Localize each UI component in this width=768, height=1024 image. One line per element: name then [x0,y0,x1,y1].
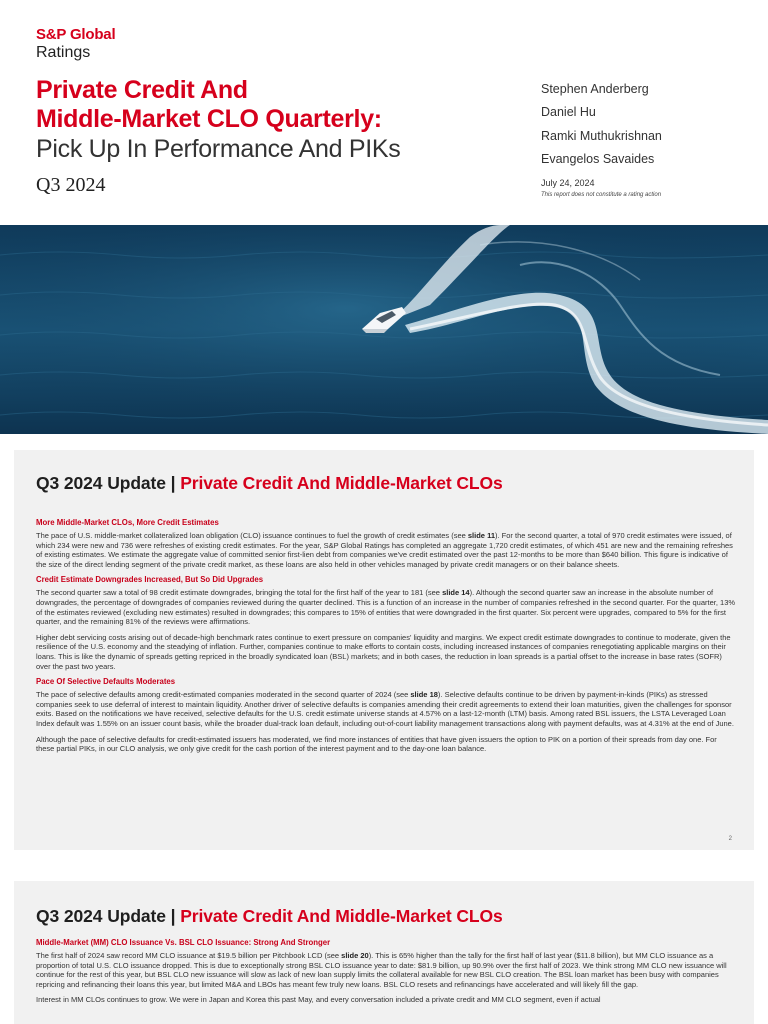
body-paragraph [36,531,736,569]
update-slide-1 [14,450,754,850]
author-name: Stephen Anderberg [541,82,649,96]
slide-title-prefix: Q3 2024 Update | [36,906,176,926]
slide-reference-link[interactable]: slide 14 [442,588,470,598]
author-name: Daniel Hu [541,105,596,120]
paragraph-text: Higher debt servicing costs arising out of decade-high benchmark rates continue to exert pressure on companies' liquidity and margins. We expect credit estimate downgrades to continue to moderate, given the resilience of the U.S. economy and the steadying of inflation. Further, companies continue to make efforts to contain costs, including increased instances of companies renegotiating applicable margins on their loans. This is like the dynamic of spreads getting repriced in the broadly syndicated loan (BSL) markets; and in both cases, the reduction in loan spreads is a partial offset to the increase in base rates (SOFR) over the past two years. [36,632,731,671]
page-number: 2 [728,836,732,842]
paragraph-text: ). Although the second quarter saw an increase in the absolute number of downgrades, the percentage of downgrades of companies reviewed during the quarter declined. This is a function of an increase in the number of companies refreshed in the second quarter. For the quarter, 13% of the estimates reviewed (excluding new estimates) resulted in downgrades; this compares to 15% of entities that were downgraded in the first quarter. Six percent were upgrades, compared to 5% for the first quarter, and the remaining 81% of the reviews were affirmations. [36,588,736,627]
paragraph-text: The first half of 2024 saw record MM CLO issuance at $19.5 billion per Pitchbook LCD (see [36,951,342,960]
cover-header [0,0,768,225]
slide-body [36,938,736,1011]
slide-title-highlight: Private Credit And Middle-Market CLOs [180,906,503,926]
rating-action-disclaimer: This report does not constitute a rating action [541,192,662,198]
paragraph-text: ). For the second quarter, a total of 970 credit estimates were issued, of which 234 were new and 736 were refreshes of existing credit estimates. For the year, S&P Global Ratings has completed an aggregate 1,720 credit estimates, of which 451 are new and the remaining refreshes of existing estimates. We estimate the aggregate value of committed senior first-lien debt from companies we've credit estimated over the past 12-months to be more than $640 billion. This figure is indicative of the size of the direct lending segment of the private credit market, as these loans are also held in other vehicles managed by private credit managers or on their balance sheets. [36,531,733,569]
slide-title [36,473,503,494]
author-list [541,78,662,171]
report-quarter: Q3 2024 [36,174,106,196]
section-heading: Credit Estimate Downgrades Increased, But So Did Upgrades [36,575,264,585]
body-paragraph [36,735,736,754]
report-subtitle: Pick Up In Performance And PIKs [36,135,401,163]
section-heading: Middle-Market (MM) CLO Issuance Vs. BSL CLO Issuance: Strong And Stronger [36,938,331,947]
section-heading: Pace Of Selective Defaults Moderates [36,677,176,687]
author-name: Evangelos Savaides [541,151,655,166]
report-title-line1: Private Credit And [36,76,248,104]
slide-title-highlight: Private Credit And Middle-Market CLOs [180,473,503,493]
slide-reference-link[interactable]: slide 18 [410,690,438,700]
slide-title [36,906,503,927]
body-paragraph [36,633,736,671]
body-paragraph [36,995,736,1005]
logo-ratings: Ratings [36,44,91,61]
report-title-line2: Middle-Market CLO Quarterly: [36,105,382,133]
section-heading: More Middle-Market CLOs, More Credit Estimates [36,518,219,527]
slide-title-prefix: Q3 2024 Update | [36,473,176,493]
body-paragraph [36,690,736,728]
body-paragraph [36,588,736,626]
paragraph-text: The second quarter saw a total of 98 credit estimate downgrades, bringing the total for the first half of the year to 181 (see [36,588,443,598]
report-title-block [36,76,506,197]
paragraph-text: The pace of selective defaults among credit-estimated companies moderated in the second quarter of 2024 (see [36,690,411,700]
publication-date: July 24, 2024 [541,178,595,188]
speedboat-ocean-image [0,225,768,434]
paragraph-text: ). Selective defaults continue to be driven by payment-in-kinds (PIKs) as stressed companies seek to use deferral of interest to maintain liquidity. Another driver of selective defaults is companies amending their credit agreements to extend their loan maturities, given the challenges for sponsor exits. Based on the notifications we have received, selective defaults for the U.S. credit estimate universe stands at 4.57% on a last-12-month (LTM) basis. Among rated BSL issuers, the LSTA Leveraged Loan Index default was 1.55% on an issuer count basis, while the broader dual-track loan default, including out-of-court liability management transactions along with payment defaults, was at 4.31% at the end of June. [36,690,734,728]
paragraph-text: The pace of U.S. middle-market collateralized loan obligation (CLO) issuance continues to fuel the growth of credit estimates (see [36,531,468,540]
slide-reference-link[interactable]: slide 20 [341,951,369,960]
paragraph-text: ). This is 65% higher than the tally for the first half of last year ($11.8 billion), but MM CLO issuance as a proportion of total U.S. CLO issuance dropped. This is due to exceptionally strong BSL CLO issuance year to date: $81.9 billion, up 90.9% over the first half of 2023. We think strong MM CLO new issuance will continue for the rest of this year, but BSL CLO new issuance will slow as lack of new loan supply limits the collateral available for new BSL CLO creation. The BSL loan market has been busy with companies repricing and refinancing their loans this year, but limited M&A and LBOs has meant few truly new loans. BSL CLO resets and refinancings have accelerated and will likely fill the gap. [36,951,727,989]
sp-global-ratings-logo [36,27,115,61]
slide-body [36,518,736,760]
update-slide-2 [14,881,754,1024]
paragraph-text: Interest in MM CLOs continues to grow. We were in Japan and Korea this past May, and every conversation included a private credit and MM CLO segment, even if actual [36,995,601,1005]
body-paragraph [36,951,736,989]
author-name: Ramki Muthukrishnan [541,128,662,143]
paragraph-text: Although the pace of selective defaults for credit-estimated issuers has moderated, we find more instances of entities that have given issuers the option to PIK on a portion of their spreads from day one. For these partial PIKs, in our CLO analysis, we only give credit for the cash portion of the interest payment and to the day-one loan balance. [36,734,717,754]
logo-brand: S&P Global [36,26,116,43]
slide-reference-link[interactable]: slide 11 [467,531,495,540]
ocean-illustration [0,225,768,434]
